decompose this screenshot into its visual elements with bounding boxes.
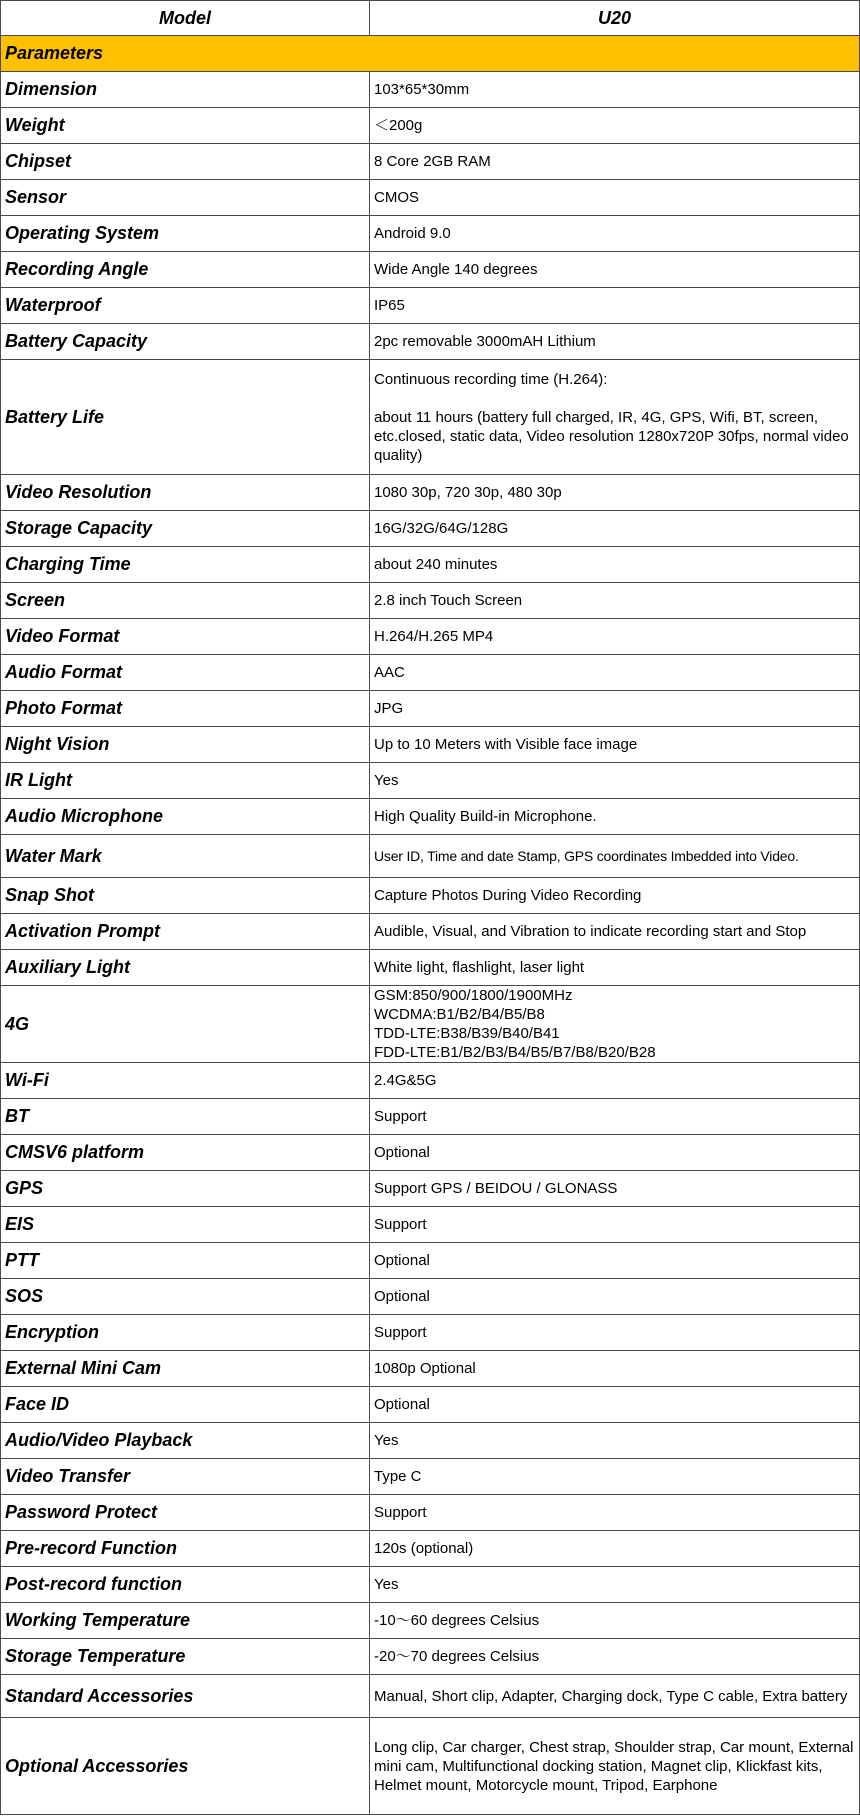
param-label: Night Vision [1, 727, 370, 763]
table-row [1, 1063, 860, 1099]
table-row [1, 1315, 860, 1351]
param-value: 2pc removable 3000mAH Lithium [370, 324, 860, 360]
table-row [1, 475, 860, 511]
param-label: Dimension [1, 72, 370, 108]
table-row [1, 72, 860, 108]
model-label: Model [1, 1, 370, 36]
param-label: Wi-Fi [1, 1063, 370, 1099]
table-row [1, 691, 860, 727]
table-row [1, 180, 860, 216]
table-row [1, 360, 860, 475]
param-label: Storage Temperature [1, 1639, 370, 1675]
param-value: Type C [370, 1459, 860, 1495]
table-row [1, 914, 860, 950]
header-row [1, 1, 860, 36]
param-label: Video Format [1, 619, 370, 655]
param-value: Yes [370, 763, 860, 799]
param-value: AAC [370, 655, 860, 691]
param-value: Wide Angle 140 degrees [370, 252, 860, 288]
section-row [1, 36, 860, 72]
param-label: Charging Time [1, 547, 370, 583]
table-row [1, 511, 860, 547]
param-label: Auxiliary Light [1, 950, 370, 986]
table-row [1, 1243, 860, 1279]
param-value: Manual, Short clip, Adapter, Charging dock, Type C cable, Extra battery [370, 1675, 860, 1718]
param-label: Standard Accessories [1, 1675, 370, 1718]
param-value: GSM:850/900/1800/1900MHz WCDMA:B1/B2/B4/B5/B8 TDD-LTE:B38/B39/B40/B41 FDD-LTE:B1/B2/B3/B4/B5/B7/B8/B20/B28 [370, 986, 860, 1063]
table-row [1, 1675, 860, 1718]
param-label: SOS [1, 1279, 370, 1315]
table-row [1, 1495, 860, 1531]
param-value: Support [370, 1207, 860, 1243]
param-label: 4G [1, 986, 370, 1063]
table-row [1, 619, 860, 655]
section-title: Parameters [1, 36, 860, 72]
param-label: Audio/Video Playback [1, 1423, 370, 1459]
param-value: Yes [370, 1567, 860, 1603]
param-label: Battery Life [1, 360, 370, 475]
param-label: Video Transfer [1, 1459, 370, 1495]
table-row [1, 835, 860, 878]
param-value: Optional [370, 1279, 860, 1315]
table-row [1, 144, 860, 180]
table-row [1, 1207, 860, 1243]
param-label: Photo Format [1, 691, 370, 727]
param-value: ＜200g [370, 108, 860, 144]
table-row [1, 763, 860, 799]
param-value: Long clip, Car charger, Chest strap, Shoulder strap, Car mount, External mini cam, Multifunctional docking station, Magnet clip, Klickfast kits, Helmet mount, Motorcycle mount, Tripod, Earphone [370, 1718, 860, 1815]
table-row [1, 547, 860, 583]
table-row [1, 878, 860, 914]
table-row [1, 1279, 860, 1315]
param-value: Optional [370, 1135, 860, 1171]
table-row [1, 1171, 860, 1207]
table-row [1, 288, 860, 324]
table-row [1, 324, 860, 360]
param-label: Activation Prompt [1, 914, 370, 950]
table-row [1, 583, 860, 619]
param-label: Password Protect [1, 1495, 370, 1531]
param-value: 2.4G&5G [370, 1063, 860, 1099]
table-row [1, 655, 860, 691]
param-value: White light, flashlight, laser light [370, 950, 860, 986]
param-label: GPS [1, 1171, 370, 1207]
param-value: Support GPS / BEIDOU / GLONASS [370, 1171, 860, 1207]
model-value: U20 [370, 1, 860, 36]
param-value: JPG [370, 691, 860, 727]
param-label: Weight [1, 108, 370, 144]
param-label: EIS [1, 1207, 370, 1243]
table-row [1, 1423, 860, 1459]
param-label: External Mini Cam [1, 1351, 370, 1387]
table-row [1, 1531, 860, 1567]
param-label: BT [1, 1099, 370, 1135]
param-value: Support [370, 1315, 860, 1351]
param-value: Optional [370, 1387, 860, 1423]
param-label: Working Temperature [1, 1603, 370, 1639]
param-label: Screen [1, 583, 370, 619]
param-value: CMOS [370, 180, 860, 216]
table-row [1, 727, 860, 763]
param-label: Post-record function [1, 1567, 370, 1603]
table-row [1, 950, 860, 986]
param-value: -10～60 degrees Celsius [370, 1603, 860, 1639]
param-label: Snap Shot [1, 878, 370, 914]
param-label: IR Light [1, 763, 370, 799]
table-row [1, 1459, 860, 1495]
table-row [1, 1387, 860, 1423]
param-label: Audio Microphone [1, 799, 370, 835]
table-row [1, 108, 860, 144]
param-label: Storage Capacity [1, 511, 370, 547]
param-label: CMSV6 platform [1, 1135, 370, 1171]
table-row [1, 986, 860, 1063]
param-value: Yes [370, 1423, 860, 1459]
param-value: Continuous recording time (H.264): about 11 hours (battery full charged, IR, 4G, GPS, Wifi, BT, screen, etc.closed, static data, Video resolution 1280x720P 30fps, normal video quality) [370, 360, 860, 475]
param-value: 1080p Optional [370, 1351, 860, 1387]
param-value: Support [370, 1099, 860, 1135]
param-label: Waterproof [1, 288, 370, 324]
param-label: Video Resolution [1, 475, 370, 511]
param-value: -20～70 degrees Celsius [370, 1639, 860, 1675]
param-value: Audible, Visual, and Vibration to indicate recording start and Stop [370, 914, 860, 950]
table-row [1, 252, 860, 288]
param-value: Capture Photos During Video Recording [370, 878, 860, 914]
param-label: Water Mark [1, 835, 370, 878]
param-label: Optional Accessories [1, 1718, 370, 1815]
param-label: PTT [1, 1243, 370, 1279]
param-value: High Quality Build-in Microphone. [370, 799, 860, 835]
param-value: User ID, Time and date Stamp, GPS coordinates Imbedded into Video. [370, 835, 860, 878]
table-row [1, 1351, 860, 1387]
table-row [1, 1718, 860, 1815]
param-value: 2.8 inch Touch Screen [370, 583, 860, 619]
param-value: 1080 30p, 720 30p, 480 30p [370, 475, 860, 511]
param-label: Encryption [1, 1315, 370, 1351]
table-row [1, 1603, 860, 1639]
table-row [1, 216, 860, 252]
table-row [1, 1135, 860, 1171]
param-value: Android 9.0 [370, 216, 860, 252]
table-row [1, 1567, 860, 1603]
param-value: about 240 minutes [370, 547, 860, 583]
param-label: Battery Capacity [1, 324, 370, 360]
param-value: H.264/H.265 MP4 [370, 619, 860, 655]
param-label: Recording Angle [1, 252, 370, 288]
param-value: 120s (optional) [370, 1531, 860, 1567]
param-value: Support [370, 1495, 860, 1531]
param-value: Up to 10 Meters with Visible face image [370, 727, 860, 763]
param-value: 16G/32G/64G/128G [370, 511, 860, 547]
param-label: Audio Format [1, 655, 370, 691]
param-label: Face ID [1, 1387, 370, 1423]
table-row [1, 1099, 860, 1135]
param-label: Chipset [1, 144, 370, 180]
param-label: Pre-record Function [1, 1531, 370, 1567]
param-value: 8 Core 2GB RAM [370, 144, 860, 180]
param-label: Operating System [1, 216, 370, 252]
param-value: 103*65*30mm [370, 72, 860, 108]
param-label: Sensor [1, 180, 370, 216]
param-value: Optional [370, 1243, 860, 1279]
table-row [1, 799, 860, 835]
table-row [1, 1639, 860, 1675]
param-value: IP65 [370, 288, 860, 324]
